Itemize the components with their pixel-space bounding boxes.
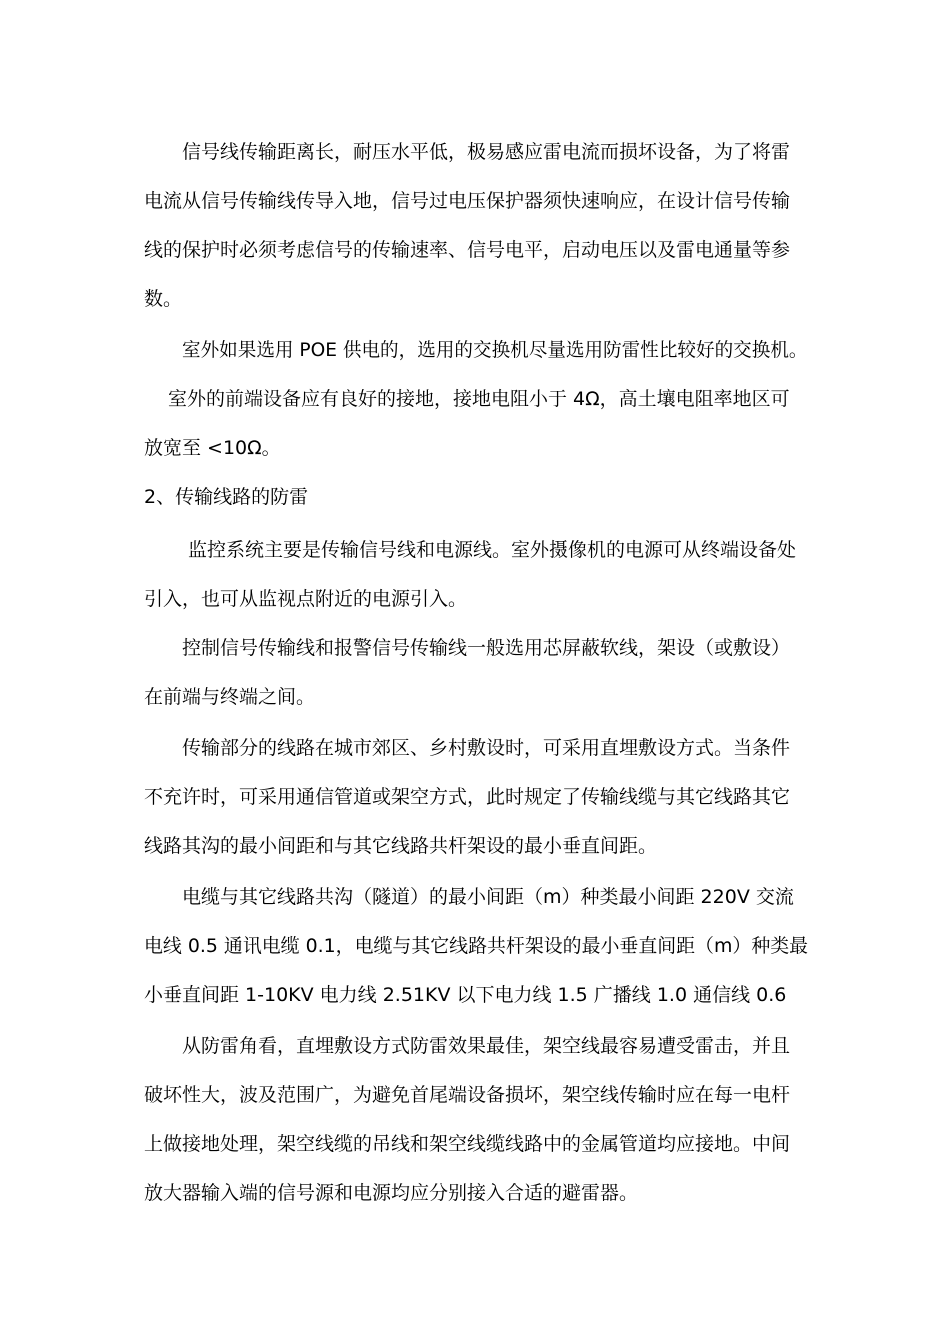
text-line: 破坏性大，波及范围广，为避免首尾端设备损坏，架空线传输时应在每一电杆 — [144, 1084, 791, 1106]
text-line: 引入，也可从监视点附近的电源引入。 — [144, 588, 468, 610]
text-line: 监控系统主要是传输信号线和电源线。室外摄像机的电源可从终端设备处 — [188, 539, 797, 561]
text-line: 线路其沟的最小间距和与其它线路共杆架设的最小垂直间距。 — [144, 835, 658, 857]
text-line: 电缆与其它线路共沟（隧道）的最小间距（m）种类最小间距 220V 交流 — [182, 886, 794, 908]
text-line: 放宽至 <10Ω。 — [144, 437, 281, 459]
text-line: 放大器输入端的信号源和电源均应分别接入合适的避雷器。 — [144, 1182, 639, 1204]
text-line: 控制信号传输线和报警信号传输线一般选用芯屏蔽软线，架设（或敷设） — [182, 637, 791, 659]
text-line: 信号线传输距离长，耐压水平低，极易感应雷电流而损坏设备，为了将雷 — [182, 141, 791, 163]
text-line: 从防雷角看，直埋敷设方式防雷效果最佳，架空线最容易遭受雷击，并且 — [182, 1035, 791, 1057]
text-line: 电流从信号传输线传导入地，信号过电压保护器须快速响应，在设计信号传输 — [144, 190, 791, 212]
text-line: 上做接地处理，架空线缆的吊线和架空线缆线路中的金属管道均应接地。中间 — [144, 1133, 791, 1155]
text-line: 小垂直间距 1-10KV 电力线 2.51KV 以下电力线 1.5 广播线 1.0 通信线 0.6 — [144, 984, 787, 1006]
text-line: 不充许时，可采用通信管道或架空方式，此时规定了传输线缆与其它线路其它 — [144, 786, 791, 808]
text-line: 室外如果选用 POE 供电的，选用的交换机尽量选用防雷性比较好的交换机。 — [182, 339, 808, 361]
text-line: 电线 0.5 通讯电缆 0.1，电缆与其它线路共杆架设的最小垂直间距（m）种类最 — [144, 935, 809, 957]
text-line: 数。 — [144, 288, 183, 310]
section-heading: 2、传输线路的防雷 — [144, 486, 309, 508]
text-line: 传输部分的线路在城市郊区、乡村敷设时，可采用直埋敷设方式。当条件 — [182, 737, 791, 759]
text-line: 室外的前端设备应有良好的接地，接地电阻小于 4Ω，高土壤电阻率地区可 — [168, 388, 790, 410]
text-line: 在前端与终端之间。 — [144, 686, 316, 708]
text-line: 线的保护时必须考虑信号的传输速率、信号电平，启动电压以及雷电通量等参 — [144, 239, 791, 261]
